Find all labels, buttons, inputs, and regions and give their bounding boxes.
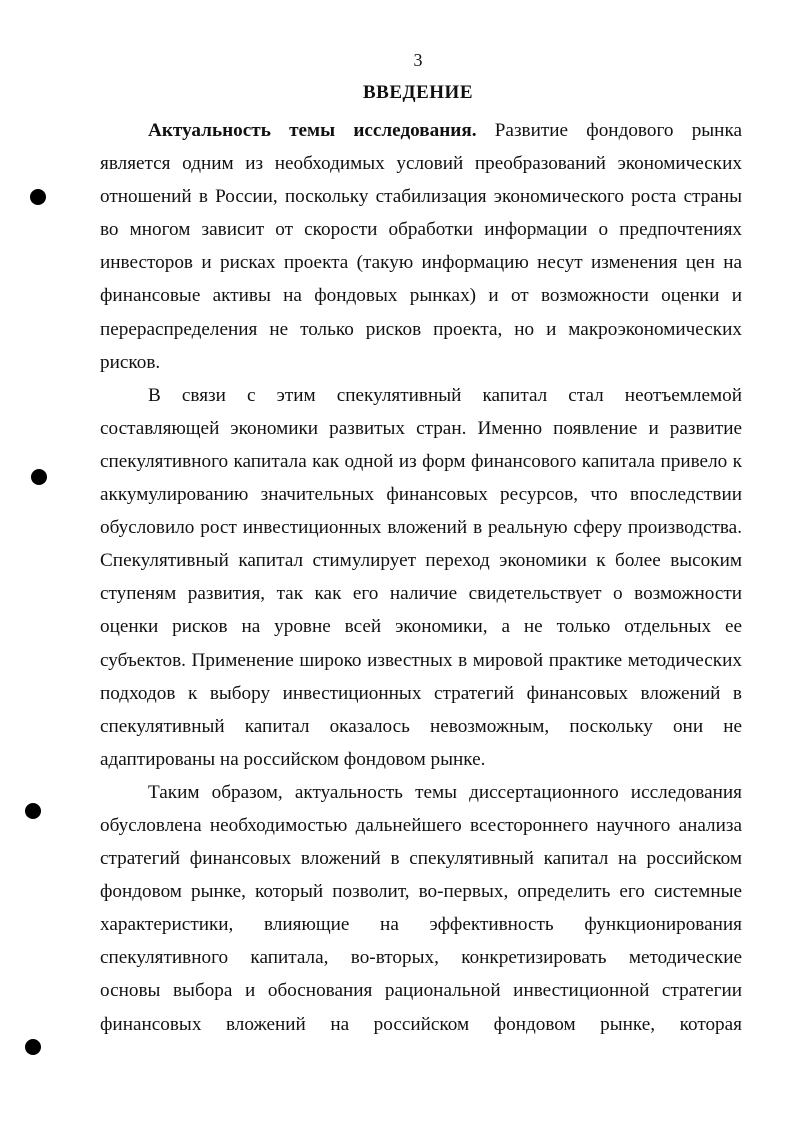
text-line: Спекулятивный капитал стимулирует переход экономики к более высоким <box>100 550 742 572</box>
text-line: спекулятивный капитал оказалось невозможным, поскольку они не <box>100 715 742 737</box>
text-line: во многом зависит от скорости обработки информации о предпочтениях <box>100 219 742 241</box>
text-line: инвесторов и рисках проекта (такую информацию несут изменения цен на <box>100 252 742 274</box>
text-line: стратегий финансовых вложений в спекулятивный капитал на российском <box>100 848 742 870</box>
text-line: перераспределения не только рисков проекта, но и макроэкономических <box>100 318 742 340</box>
text-line: финансовых вложений на российском фондовом рынке, которая <box>100 1013 742 1035</box>
text-line: Таким образом, актуальность темы диссертационного исследования <box>148 781 742 803</box>
text-line: спекулятивного капитала, во-вторых, конкретизировать методические <box>100 947 742 969</box>
punch-hole-mark <box>31 469 47 485</box>
text-line: ступеням развития, так как его наличие свидетельствует о возможности <box>100 583 742 605</box>
relevance-lead: Актуальность темы исследования. <box>148 120 477 141</box>
text-line: обусловило рост инвестиционных вложений в реальную сферу производства. <box>100 517 742 539</box>
body-text <box>100 114 742 1041</box>
text-line: характеристики, влияющие на эффективность функционирования <box>100 914 742 936</box>
paragraph-conclusion <box>100 776 742 1041</box>
paragraph-relevance <box>100 114 742 379</box>
paragraph-speculative-capital <box>100 379 742 776</box>
punch-hole-mark <box>30 189 46 205</box>
text-line: фондовом рынке, который позволит, во-первых, определить его системные <box>100 881 742 903</box>
text-line: рисков. <box>100 351 161 373</box>
text-line: субъектов. Применение широко известных в мировой практике методических <box>100 649 742 671</box>
section-heading: ВВЕДЕНИЕ <box>363 82 473 103</box>
punch-hole-mark <box>25 1039 41 1055</box>
text-line: адаптированы на российском фондовом рынке. <box>100 748 486 770</box>
text-line: аккумулированию значительных финансовых ресурсов, что впоследствии <box>100 484 742 506</box>
text-line: Актуальность темы исследования. Развитие фондового рынка <box>148 120 742 141</box>
text-line: оценки рисков на уровне всей экономики, а не только отдельных ее <box>100 616 742 638</box>
text-line: финансовые активы на фондовых рынках) и от возможности оценки и <box>100 285 742 307</box>
text-line: подходов к выбору инвестиционных стратегий финансовых вложений в <box>100 682 742 704</box>
text-line: спекулятивного капитала как одной из форм финансового капитала привело к <box>100 450 742 472</box>
text-line: является одним из необходимых условий преобразований экономических <box>100 153 742 175</box>
text-line: В связи с этим спекулятивный капитал стал неотъемлемой <box>148 384 742 406</box>
punch-hole-mark <box>25 803 41 819</box>
text-line: составляющей экономики развитых стран. Именно появление и развитие <box>100 417 742 439</box>
text-line: основы выбора и обоснования рациональной инвестиционной стратегии <box>100 980 742 1002</box>
text-line: отношений в России, поскольку стабилизация экономического роста страны <box>100 186 742 208</box>
page-number: 3 <box>413 50 423 70</box>
text-line: обусловлена необходимостью дальнейшего всестороннего научного анализа <box>100 814 742 836</box>
